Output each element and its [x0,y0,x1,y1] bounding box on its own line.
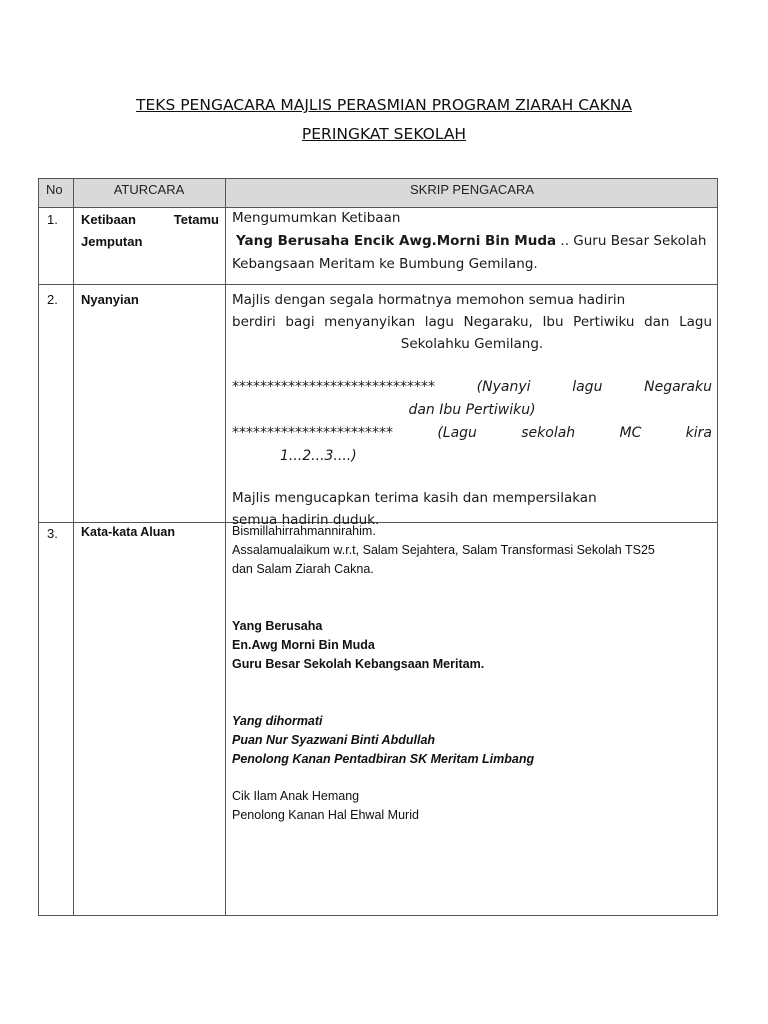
row-3-headmaster-salutation: Yang Berusaha [232,619,323,633]
row-3-headmaster-name: En.Awg Morni Bin Muda [232,638,375,652]
row-2-skrip-line-6: *********************** (Lagu sekolah MC kira [232,425,712,441]
row-3-admin-salutation: Yang dihormati [232,714,323,728]
row-2-skrip-line-5: dan Ibu Pertiwiku) [408,402,536,418]
column-divider [225,179,226,915]
row-1-skrip-line-2 [232,230,712,253]
header-no: No [46,182,63,197]
row-3-skrip [232,522,712,825]
document-title-line-2: PERINGKAT SEKOLAH [301,125,467,143]
row-2-skrip-line-7: 1...2...3....) [280,448,357,464]
row-1-guest-name: Yang Berusaha Encik Awg.Morni Bin Muda [236,233,557,249]
row-1-aturcara [81,209,219,253]
row-2-skrip-line-8: Majlis mengucapkan terima kasih dan mempersilakan [232,490,597,506]
row-1-number: 1. [47,212,58,227]
row-2-skrip-line-2: berdiri bagi menyanyikan lagu Negaraku, Ibu Pertiwiku dan Lagu [232,314,712,330]
row-3-admin-name: Puan Nur Syazwani Binti Abdullah [232,733,436,747]
row-3-hem-title: Penolong Kanan Hal Ehwal Murid [232,808,419,822]
row-2-skrip [232,289,712,531]
row-2-number: 2. [47,292,58,307]
row-1-aturcara-line-2: Jemputan [81,234,143,249]
row-1-skrip-line-3: Kebangsaan Meritam ke Bumbung Gemilang. [232,256,538,272]
row-3-skrip-line-3: dan Salam Ziarah Cakna. [232,562,374,576]
program-table [38,178,718,916]
row-3-admin-title: Penolong Kanan Pentadbiran SK Meritam Limbang [232,752,535,766]
row-3-aturcara: Kata-kata Aluan [81,525,176,539]
row-1-aturcara-line-1: Ketibaan Tetamu [81,212,219,227]
row-2-skrip-line-9: semua hadirin duduk. [232,512,380,528]
row-3-skrip-line-2: Assalamualaikum w.r.t, Salam Sejahtera, Salam Transformasi Sekolah TS25 [232,543,655,557]
row-2-aturcara: Nyanyian [81,292,139,307]
row-divider [39,284,717,285]
column-divider [73,179,74,915]
row-2-skrip-line-3: Sekolahku Gemilang. [400,336,544,352]
header-aturcara: ATURCARA [113,182,185,197]
header-skrip: SKRIP PENGACARA [409,182,535,197]
row-3-headmaster-title: Guru Besar Sekolah Kebangsaan Meritam. [232,657,485,671]
row-1-guest-title: .. Guru Besar Sekolah [556,233,707,249]
document-title-line-1: TEKS PENGACARA MAJLIS PERASMIAN PROGRAM ZIARAH CAKNA [136,96,632,114]
row-3-hem-name: Cik Ilam Anak Hemang [232,789,360,803]
row-1-skrip-line-1: Mengumumkan Ketibaan [232,210,401,226]
row-2-skrip-line-4: ***************************** (Nyanyi lagu Negaraku [232,379,712,395]
row-1-skrip [232,207,712,276]
row-2-skrip-line-1: Majlis dengan segala hormatnya memohon semua hadirin [232,292,626,308]
row-3-number: 3. [47,526,58,541]
row-3-skrip-line-1: Bismillahirrahmannirahim. [232,524,376,538]
